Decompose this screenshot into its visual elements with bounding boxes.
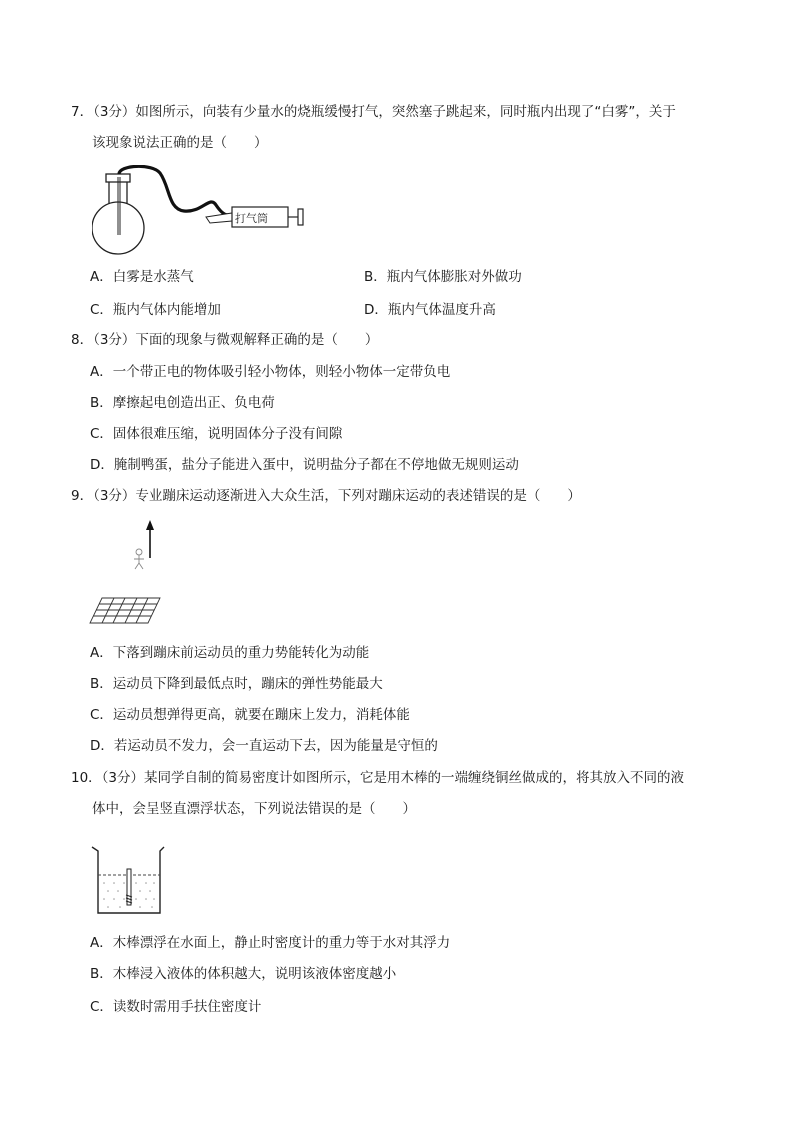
q7-option-c: C．瓶内气体内能增加	[90, 302, 221, 318]
q8-option-c: C．固体很难压缩，说明固体分子没有间隙	[90, 426, 343, 442]
q9-option-c: C．运动员想弹得更高，就要在蹦床上发力，消耗体能	[90, 707, 410, 723]
q7-option-d: D．瓶内气体温度升高	[364, 302, 496, 318]
q7-option-b: B．瓶内气体膨胀对外做功	[364, 269, 522, 285]
q10-option-c: C．读数时需用手扶住密度计	[90, 999, 262, 1015]
q9-option-b: B．运动员下降到最低点时，蹦床的弹性势能最大	[90, 676, 383, 692]
q7-option-a: A．白雾是水蒸气	[90, 269, 194, 285]
q10-option-a: A．木棒漂浮在水面上，静止时密度计的重力等于水对其浮力	[90, 935, 451, 951]
q7-stem-line2: 该现象说法正确的是（ ）	[92, 135, 268, 151]
q10-option-b: B．木棒浸入液体的体积越大，说明该液体密度越小	[90, 966, 397, 982]
q8-stem-line1: 8．（3分）下面的现象与微观解释正确的是（ ）	[71, 332, 379, 348]
pump-label: 打气筒	[235, 212, 268, 225]
q8-option-d: D．腌制鸭蛋，盐分子能进入蛋中，说明盐分子都在不停地做无规则运动	[90, 457, 519, 473]
flask-pump-figure	[92, 165, 312, 257]
q8-option-b: B．摩擦起电创造出正、负电荷	[90, 395, 275, 411]
trampoline-figure	[88, 518, 168, 630]
q10-stem-line1: 10．（3分）某同学自制的简易密度计如图所示，它是用木棒的一端缠绕铜丝做成的，将其放入不同的液	[71, 770, 685, 786]
q9-option-d: D．若运动员不发力，会一直运动下去，因为能量是守恒的	[90, 738, 438, 754]
q8-option-a: A．一个带正电的物体吸引轻小物体，则轻小物体一定带负电	[90, 364, 451, 380]
beaker-figure	[90, 845, 170, 915]
q10-stem-line2: 体中，会呈竖直漂浮状态，下列说法错误的是（ ）	[92, 801, 416, 817]
q9-option-a: A．下落到蹦床前运动员的重力势能转化为动能	[90, 645, 370, 661]
q9-stem-line1: 9．（3分）专业蹦床运动逐渐进入大众生活，下列对蹦床运动的表述错误的是（ ）	[71, 488, 581, 504]
q7-stem-line1: 7．（3分）如图所示，向装有少量水的烧瓶缓慢打气，突然塞子跳起来，同时瓶内出现了“白雾”，关于	[71, 104, 676, 120]
